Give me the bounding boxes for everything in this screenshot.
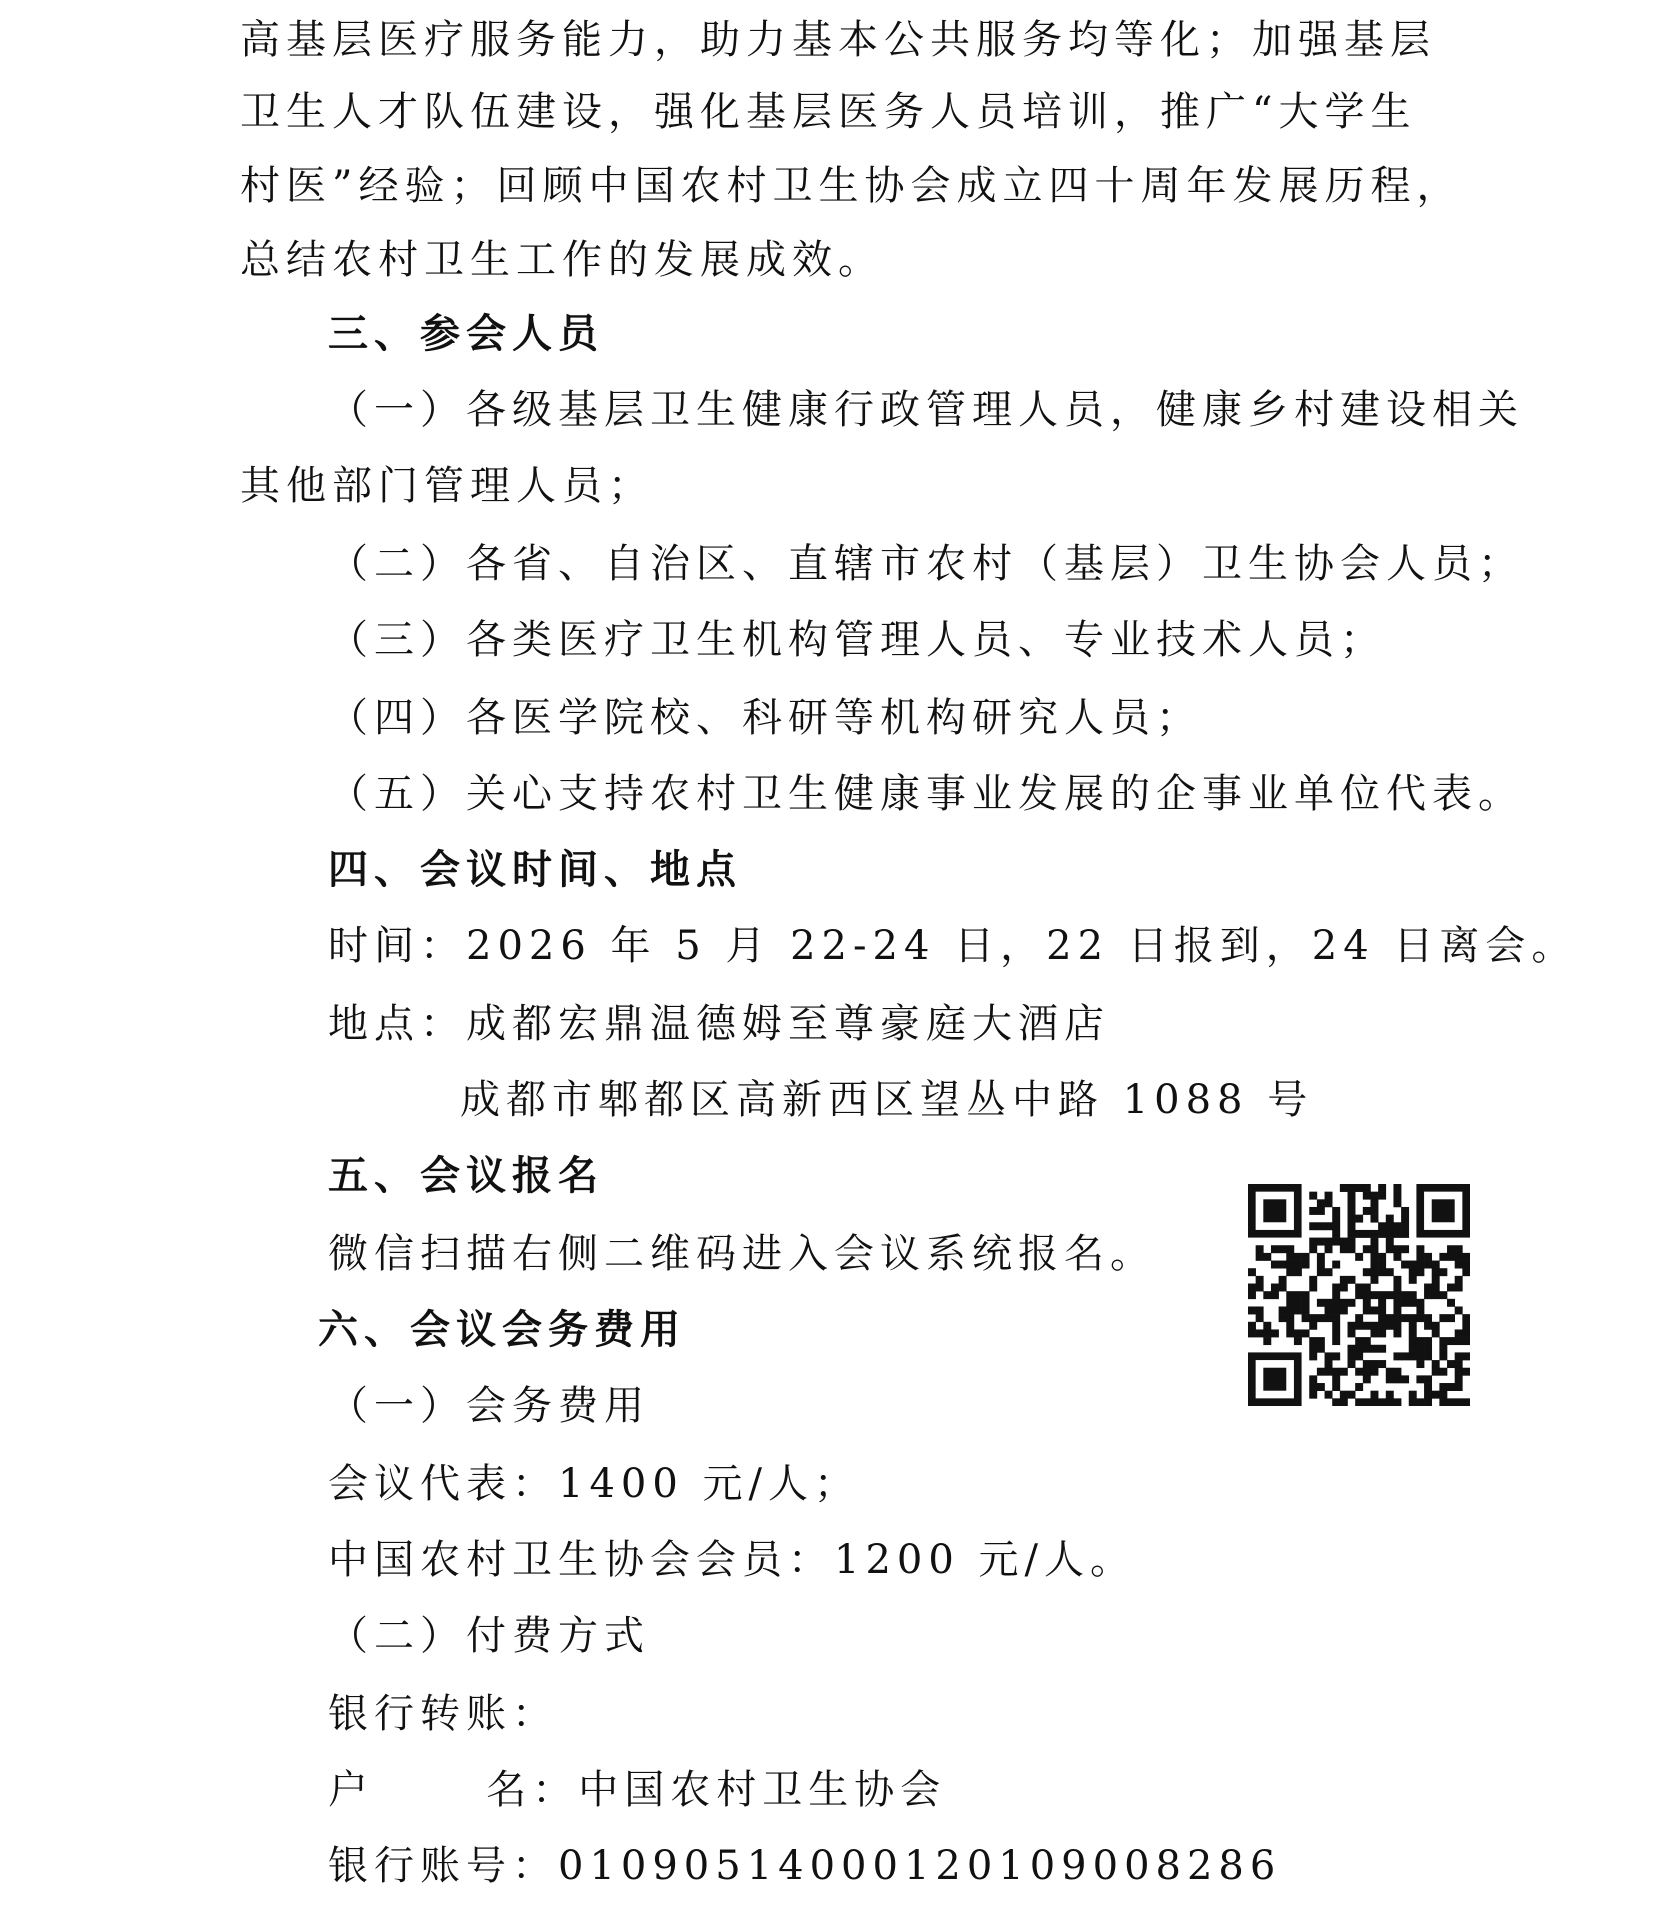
section-6-heading: 六、会议会务费用 (318, 1307, 686, 1353)
section-4-heading: 四、会议时间、地点 (328, 847, 742, 893)
registration-text: 微信扫描右侧二维码进入会议系统报名。 (328, 1231, 1156, 1277)
intro-line-2: 卫生人才队伍建设，强化基层医务人员培训，推广“大学生 (240, 89, 1417, 135)
section-3-item-4: （四）各医学院校、科研等机构研究人员； (328, 695, 1202, 741)
section-3-item-1-line-2: 其他部门管理人员； (240, 463, 654, 509)
section-3-item-5: （五）关心支持农村卫生健康事业发展的企事业单位代表。 (328, 771, 1524, 817)
intro-line-3: 村医”经验；回顾中国农村卫生协会成立四十周年发展历程， (240, 163, 1463, 209)
section-3-item-1-line-1: （一）各级基层卫生健康行政管理人员，健康乡村建设相关 (328, 387, 1524, 433)
section-6-sub-1: （一）会务费用 (328, 1383, 650, 1429)
section-3-item-3: （三）各类医疗卫生机构管理人员、专业技术人员； (328, 617, 1386, 663)
bank-transfer-label: 银行转账： (328, 1691, 558, 1737)
account-name: 户 名：中国农村卫生协会 (328, 1767, 947, 1813)
section-6-sub-2: （二）付费方式 (328, 1613, 650, 1659)
section-5-heading: 五、会议报名 (328, 1153, 604, 1199)
section-3-heading: 三、参会人员 (328, 311, 604, 357)
intro-line-4: 总结农村卫生工作的发展成效。 (240, 237, 884, 283)
fee-member: 中国农村卫生协会会员：1200 元/人。 (328, 1537, 1136, 1583)
fee-delegate: 会议代表：1400 元/人； (328, 1461, 860, 1507)
meeting-address: 成都市郫都区高新西区望丛中路 1088 号 (460, 1077, 1314, 1123)
meeting-place: 地点：成都宏鼎温德姆至尊豪庭大酒店 (328, 1001, 1110, 1047)
account-number: 银行账号：0109051400012010900828​6 (328, 1843, 1282, 1889)
section-3-item-2: （二）各省、自治区、直辖市农村（基层）卫生协会人员； (328, 541, 1524, 587)
intro-line-1: 高基层医疗服务能力，助力基本公共服务均等化；加强基层 (240, 17, 1436, 63)
meeting-time: 时间：2026 年 5 月 22-24 日，22 日报到，24 日离会。 (328, 923, 1578, 969)
qr-code-icon[interactable] (1248, 1184, 1470, 1406)
